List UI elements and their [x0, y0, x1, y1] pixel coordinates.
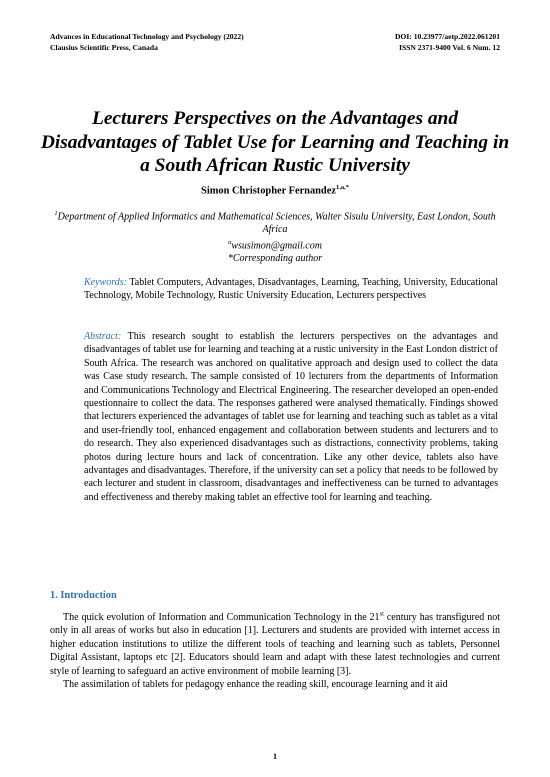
- abstract: [84, 330, 498, 504]
- keywords: [84, 276, 498, 303]
- paragraph: [50, 611, 500, 678]
- issn: ISSN 2371-9400 Vol. 6 Num. 12: [398, 43, 500, 52]
- introduction-body: [50, 611, 500, 691]
- affiliation-text: Department of Applied Informatics and Mathematical Sciences, Walter Sisulu University, East London, South Africa: [57, 211, 496, 236]
- affiliation-sup: 1: [54, 210, 58, 217]
- page-number: 1: [273, 752, 277, 761]
- author-email: [50, 237, 500, 253]
- publisher: Clausius Scientific Press, Canada: [50, 43, 158, 52]
- keywords-text: Tablet Computers, Advantages, Disadvantages, Learning, Teaching, University, Educational Technology, Mobile Technology, Rustic University Education, Lecturers perspectives: [84, 277, 498, 302]
- section-heading-introduction: 1. Introduction: [50, 590, 117, 601]
- author-sup: 1,a,*: [335, 184, 349, 191]
- keywords-label: Keywords:: [84, 277, 127, 288]
- email-text: wsusimon@gmail.com: [231, 240, 322, 252]
- affiliation-block: [50, 208, 500, 265]
- corresponding-note: *Corresponding author: [227, 252, 323, 264]
- abstract-text: This research sought to establish the lecturers perspectives on the advantages and disadvantages of tablet use for learning and teaching at a rustic university in the East London district of South Africa. The research was anchored on qualitative approach and design used to collect the data was Case study research. The sample consisted of 10 lecturers from the departments of Information and Communications Technology and Electrical Engineering. The researcher developed an open-ended questionnaire to collect the data. The responses gathered were analysed thematically. Findings showed that lecturers experienced the advantages of tablet use for learning and teaching such as tablet as a vital and user-friendly tool, enhanced engagement and collaboration between students and lecturers and to do research. They also experienced disadvantages such as distractions, connectivity problems, taking photos during lecture hours and lack of concentration. Like any other device, tablets also have advantages and disadvantages. Therefore, if the university can set a policy that needs to be followed by each lecturer and student in classroom, disadvantages and ineffectiveness can be turned to advantages and effectiveness and thereby making tablet an effective tool for learning and teaching.: [84, 331, 498, 503]
- affiliation: [50, 208, 500, 237]
- doi: DOI: 10.23977/aetp.2022.061201: [394, 32, 500, 41]
- email-sup: a: [228, 238, 232, 246]
- author-line: [40, 184, 510, 196]
- ordinal-sup: st: [379, 610, 384, 618]
- running-header: [50, 31, 500, 53]
- paragraph: The assimilation of tablets for pedagogy enhance the reading skill, encourage learning and it aid: [63, 679, 448, 691]
- abstract-label: Abstract:: [84, 331, 122, 342]
- journal-name: Advances in Educational Technology and Psychology (2022): [50, 32, 244, 41]
- paragraph-text: The quick evolution of Information and Communication Technology in the 21: [63, 612, 380, 623]
- paragraph-text: century has transfigured not only in all areas of works but also in education [1]. Lecturers and students are provided with internet access in higher education institutions to utilize the different tools of teaching and learning such as tablets, Personnel Digital Assistant, laptops etc [2]. Educators should learn and adapt with these latest technologies and current style of learning to safeguard an active environment of mobile learning [3].: [50, 612, 500, 677]
- author-name: Simon Christopher Fernandez: [201, 185, 336, 197]
- paper-title: Lecturers Perspectives on the Advantages and Disadvantages of Tablet Use for Learning and Teaching in a South African Rustic University: [40, 108, 510, 176]
